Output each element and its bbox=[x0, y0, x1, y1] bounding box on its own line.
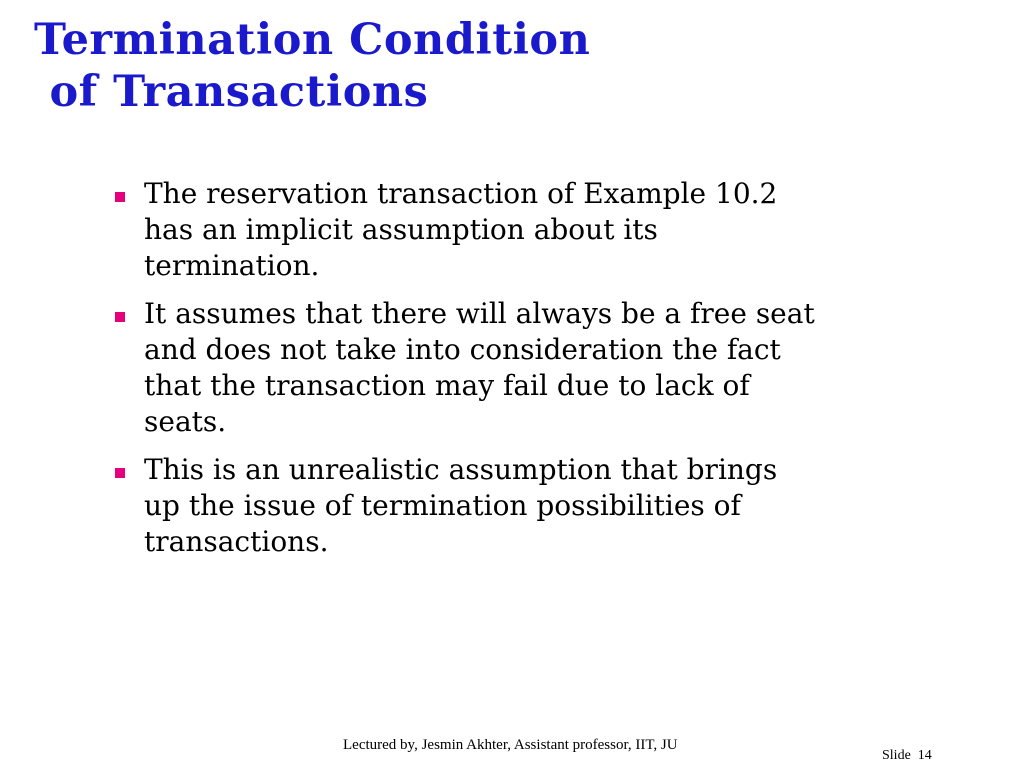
bullet-line: It assumes that there will always be a free seat bbox=[144, 297, 815, 330]
slide-label: Slide bbox=[882, 748, 911, 763]
slide-title-line: Termination Condition bbox=[34, 15, 591, 65]
bullet-text bbox=[144, 452, 902, 560]
bullet-text bbox=[144, 176, 902, 284]
square-bullet-icon bbox=[115, 468, 125, 478]
bullet-text bbox=[144, 296, 902, 440]
bullet-line: seats. bbox=[144, 405, 227, 438]
square-bullet-icon bbox=[115, 192, 125, 202]
square-bullet-icon bbox=[115, 312, 125, 322]
slide-title bbox=[34, 14, 590, 118]
slide-footer: Lectured by, Jesmin Akhter, Assistant professor, IIT, JU bbox=[343, 737, 678, 753]
bullet-line: up the issue of termination possibilities of bbox=[144, 489, 741, 522]
bullet-line: that the transaction may fail due to lack of bbox=[144, 369, 750, 402]
bullet-item bbox=[112, 176, 902, 284]
bullet-line: This is an unrealistic assumption that brings bbox=[144, 453, 778, 486]
bullet-line: has an implicit assumption about its bbox=[144, 213, 658, 246]
bullet-line: termination. bbox=[144, 249, 320, 282]
bullet-item bbox=[112, 296, 902, 440]
bullet-line: and does not take into consideration the fact bbox=[144, 333, 781, 366]
bullet-list bbox=[112, 176, 902, 572]
bullet-line: transactions. bbox=[144, 525, 329, 558]
bullet-line: The reservation transaction of Example 10.2 bbox=[144, 177, 778, 210]
bullet-item bbox=[112, 452, 902, 560]
slide-number: 14 bbox=[917, 748, 932, 763]
slide-number-label bbox=[882, 748, 932, 764]
slide-title-line: of Transactions bbox=[34, 67, 429, 117]
